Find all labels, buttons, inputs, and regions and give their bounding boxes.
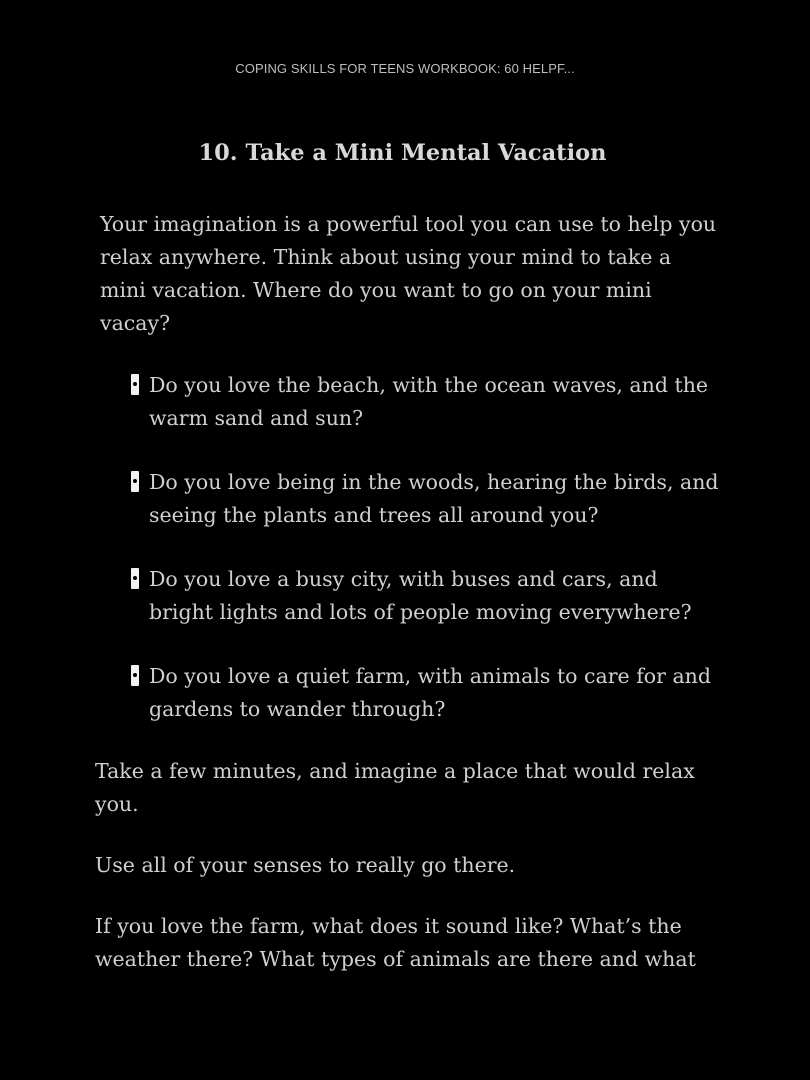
- bullet-text: Do you love a quiet farm, with animals to care for and gardens to wander through?: [149, 663, 711, 721]
- list-item: [95, 563, 720, 629]
- reading-area: [95, 138, 720, 976]
- bullet-marker-icon: [131, 374, 139, 395]
- intro-paragraph: Your imagination is a powerful tool you can use to help you relax anywhere. Think about using your mind to take a mini vacation. Where do you want to go on your mini vacay?: [100, 211, 717, 335]
- list-item: [95, 660, 720, 726]
- list-item: [95, 369, 720, 435]
- body-paragraph: Use all of your senses to really go there.: [95, 852, 516, 877]
- bullet-marker-icon: [131, 665, 139, 686]
- bullet-marker-icon: [131, 471, 139, 492]
- body-paragraph: Take a few minutes, and imagine a place that would relax you.: [95, 758, 695, 816]
- body-paragraph: If you love the farm, what does it sound like? What’s the weather there? What types of animals are there and what: [95, 913, 696, 971]
- bullet-text: Do you love the beach, with the ocean waves, and the warm sand and sun?: [149, 372, 709, 430]
- bullet-list: [95, 369, 720, 726]
- chapter-heading: 10. Take a Mini Mental Vacation: [198, 140, 607, 166]
- bullet-marker-icon: [131, 568, 139, 589]
- bullet-text: Do you love a busy city, with buses and cars, and bright lights and lots of people moving everywhere?: [149, 566, 692, 624]
- list-item: [95, 466, 720, 532]
- bullet-text: Do you love being in the woods, hearing the birds, and seeing the plants and trees all around you?: [149, 469, 719, 527]
- book-title-header: COPING SKILLS FOR TEENS WORKBOOK: 60 HELPF...: [235, 61, 575, 76]
